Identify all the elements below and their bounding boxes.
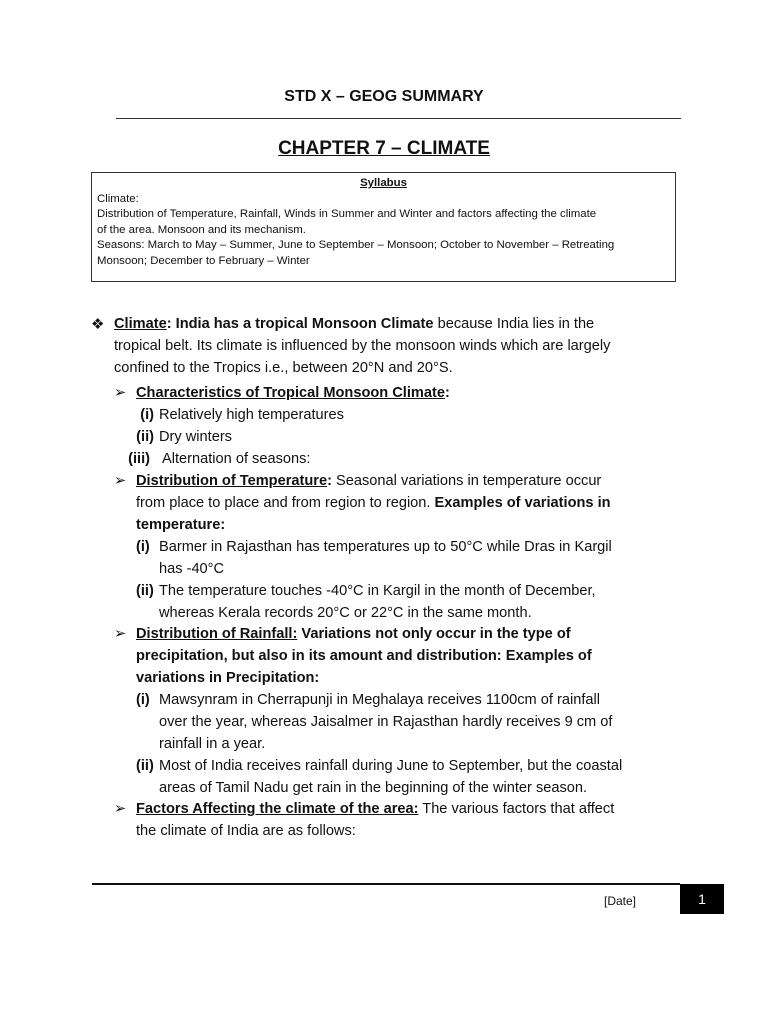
list-number: (ii) bbox=[136, 429, 154, 445]
syllabus-line: Distribution of Temperature, Rainfall, Winds in Summer and Winter and factors affecting the climate bbox=[97, 208, 597, 221]
list-number: (ii) bbox=[136, 758, 154, 774]
climate-line-3: confined to the Tropics i.e., between 20°N and 20°S. bbox=[114, 360, 453, 376]
rainfall-line-1: Distribution of Rainfall: Variations not only occur in the type of bbox=[136, 626, 571, 642]
list-number: (ii) bbox=[136, 583, 154, 599]
list-number: (i) bbox=[140, 407, 154, 423]
syllabus-line: Seasons: March to May – Summer, June to September – Monsoon; October to November – Retreating bbox=[97, 239, 615, 252]
chapter-title-text: CHAPTER 7 – CLIMATE bbox=[278, 138, 490, 159]
list-item: over the year, whereas Jaisalmer in Rajasthan hardly receives 9 cm of bbox=[159, 714, 613, 730]
rainfall-line-2: precipitation, but also in its amount and distribution: Examples of bbox=[136, 648, 592, 664]
arrow-bullet-icon: ➢ bbox=[114, 801, 127, 817]
header-rule bbox=[116, 118, 681, 119]
list-item: Dry winters bbox=[159, 429, 232, 445]
rainfall-line-3: variations in Precipitation: bbox=[136, 670, 320, 686]
list-item: rainfall in a year. bbox=[159, 736, 266, 752]
arrow-bullet-icon: ➢ bbox=[114, 385, 127, 401]
syllabus-line: Monsoon; December to February – Winter bbox=[97, 254, 310, 267]
list-item: whereas Kerala records 20°C or 22°C in the same month. bbox=[159, 605, 532, 621]
factors-line-2: the climate of India are as follows: bbox=[136, 823, 356, 839]
temperature-line-3: temperature: bbox=[136, 517, 226, 533]
footer-date: [Date] bbox=[604, 894, 637, 908]
climate-term: Climate bbox=[114, 316, 167, 332]
footer-rule bbox=[92, 883, 680, 885]
list-item: Mawsynram in Cherrapunji in Meghalaya receives 1100cm of rainfall bbox=[159, 692, 600, 708]
arrow-bullet-icon: ➢ bbox=[114, 626, 127, 642]
syllabus-line: Climate: bbox=[97, 192, 139, 205]
list-item: Barmer in Rajasthan has temperatures up to 50°C while Dras in Kargil bbox=[159, 539, 612, 555]
list-number: (iii) bbox=[128, 451, 150, 467]
temperature-line-1: Distribution of Temperature: Seasonal variations in temperature occur bbox=[136, 473, 602, 489]
arrow-bullet-icon: ➢ bbox=[114, 473, 127, 489]
diamond-bullet-icon: ❖ bbox=[91, 316, 105, 333]
page-number: 1 bbox=[680, 884, 724, 914]
factors-heading: Factors Affecting the climate of the area: bbox=[136, 801, 419, 817]
climate-bold-text: India has a tropical Monsoon Climate bbox=[175, 316, 434, 332]
climate-line-1: Climate: India has a tropical Monsoon Climate because India lies in the bbox=[114, 316, 595, 332]
list-item: has -40°C bbox=[159, 561, 225, 577]
list-number: (i) bbox=[136, 539, 150, 555]
syllabus-line: of the area. Monsoon and its mechanism. bbox=[97, 223, 306, 236]
list-item: areas of Tamil Nadu get rain in the beginning of the winter season. bbox=[159, 780, 588, 796]
chapter-title bbox=[0, 138, 768, 160]
climate-line-2: tropical belt. Its climate is influenced by the monsoon winds which are largely bbox=[114, 338, 611, 354]
factors-line-1: Factors Affecting the climate of the area: The various factors that affect bbox=[136, 801, 615, 817]
syllabus-title: Syllabus bbox=[360, 177, 407, 189]
temperature-line-2: from place to place and from region to region. Examples of variations in bbox=[136, 495, 611, 511]
page-header: STD X – GEOG SUMMARY bbox=[284, 88, 484, 105]
list-item: Most of India receives rainfall during June to September, but the coastal bbox=[159, 758, 623, 774]
characteristics-heading: Characteristics of Tropical Monsoon Climate: bbox=[136, 385, 450, 401]
list-item: Relatively high temperatures bbox=[159, 407, 344, 423]
list-number: (i) bbox=[136, 692, 150, 708]
list-item: Alternation of seasons: bbox=[162, 451, 311, 467]
rainfall-heading: Distribution of Rainfall: bbox=[136, 626, 298, 642]
list-item: The temperature touches -40°C in Kargil in the month of December, bbox=[159, 583, 596, 599]
temperature-heading: Distribution of Temperature bbox=[136, 473, 328, 489]
syllabus-box bbox=[91, 172, 676, 282]
